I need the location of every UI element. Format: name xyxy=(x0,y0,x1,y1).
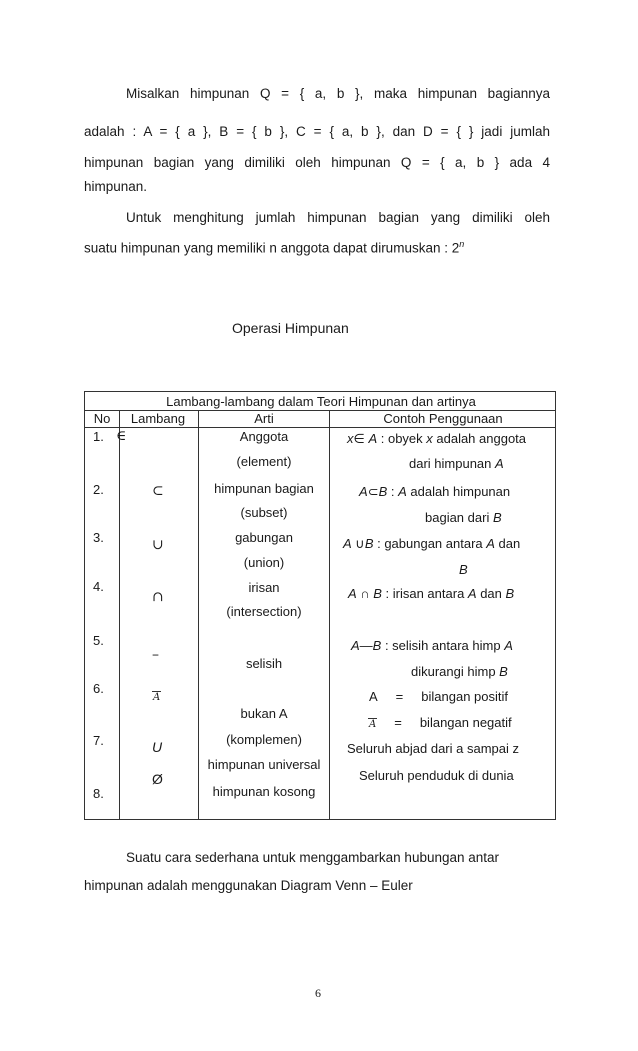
section-title: Operasi Himpunan xyxy=(232,320,349,336)
paragraph-3-line-2: himpunan adalah menggunakan Diagram Venn – Euler xyxy=(84,878,413,893)
example-intersection: A ∩ B : irisan antara A dan B xyxy=(348,586,515,601)
example-subset: A⊂B : A adalah himpunan xyxy=(359,484,511,499)
example-element: x∈ A : obyek x adalah anggota xyxy=(347,431,527,446)
empty-set-symbol: Ø xyxy=(152,771,163,787)
universal-set-symbol: U xyxy=(152,739,163,755)
formula-exponent: n xyxy=(459,239,465,249)
col-divider-2 xyxy=(198,411,199,819)
col-divider-1 xyxy=(119,411,120,819)
paragraph-2-line-2 xyxy=(84,239,464,256)
meaning-difference: selisih xyxy=(245,656,283,671)
meaning-intersection: irisan xyxy=(248,580,280,595)
meaning-element-en: (element) xyxy=(236,454,292,469)
meaning-subset-en: (subset) xyxy=(240,505,288,520)
header-divider xyxy=(85,427,555,428)
example-complement-positive: A = bilangan positif xyxy=(369,689,508,704)
meaning-empty: himpunan kosong xyxy=(212,784,316,799)
header-symbol: Lambang xyxy=(130,411,186,426)
row-number-5: 5. xyxy=(93,633,104,648)
meaning-intersection-en: (intersection) xyxy=(226,604,302,619)
table-caption: Lambang-lambang dalam Teori Himpunan dan artinya xyxy=(166,394,476,409)
paragraph-2-line-1: Untuk menghitung jumlah himpunan bagian yang dimiliki oleh xyxy=(126,210,550,225)
example-complement-negative: A = bilangan negatif xyxy=(369,715,512,730)
symbol-table xyxy=(84,391,556,820)
example-union: A ∪B : gabungan antara A dan xyxy=(343,536,521,551)
row-number-6: 6. xyxy=(93,681,104,696)
subset-symbol: ⊂ xyxy=(152,483,164,499)
paragraph-3-line-1: Suatu cara sederhana untuk menggambarkan hubungan antar xyxy=(126,850,500,865)
example-union-2: B xyxy=(459,562,468,577)
header-no: No xyxy=(93,411,111,426)
paragraph-1-line-2: adalah : A = { a }, B = { b }, C = { a, b }, dan D = { } jadi jumlah xyxy=(84,124,550,139)
example-subset-2: bagian dari B xyxy=(425,510,502,525)
formula-text: suatu himpunan yang memiliki n anggota dapat dirumuskan : 2 xyxy=(84,240,460,256)
intersection-symbol: ∩ xyxy=(152,589,164,605)
row-number-8: 8. xyxy=(93,786,104,801)
example-empty: Seluruh penduduk di dunia xyxy=(359,768,514,783)
example-universal: Seluruh abjad dari a sampai z xyxy=(347,741,519,756)
example-difference-2: dikurangi himp B xyxy=(411,664,508,679)
header-example: Contoh Penggunaan xyxy=(383,411,503,426)
row-number-2: 2. xyxy=(93,482,104,497)
col-divider-3 xyxy=(329,411,330,819)
paragraph-1-line-1: Misalkan himpunan Q = { a, b }, maka himpunan bagiannya xyxy=(126,86,550,101)
paragraph-1-line-4: himpunan. xyxy=(84,179,148,194)
complement-symbol: A xyxy=(153,692,161,703)
example-element-2: dari himpunan A xyxy=(409,456,504,471)
meaning-complement-en: (komplemen) xyxy=(226,732,302,747)
header-meaning: Arti xyxy=(254,411,274,426)
row-number-7: 7. xyxy=(93,733,104,748)
meaning-union: gabungan xyxy=(235,530,293,545)
page-number: 6 xyxy=(315,986,321,1000)
example-difference: A—B : selisih antara himp A xyxy=(351,638,513,653)
row-number-1: 1. xyxy=(93,429,104,444)
row-number-3: 3. xyxy=(93,530,104,545)
meaning-subset: himpunan bagian xyxy=(214,481,314,496)
row-number-4: 4. xyxy=(93,579,104,594)
meaning-union-en: (union) xyxy=(243,555,285,570)
difference-symbol: – xyxy=(152,647,159,663)
element-of-symbol: ∈ xyxy=(116,428,127,444)
union-symbol: ∪ xyxy=(152,537,164,553)
meaning-element: Anggota xyxy=(239,429,289,444)
meaning-universal: himpunan universal xyxy=(207,757,321,772)
meaning-complement: bukan A xyxy=(240,706,288,721)
paragraph-1-line-3: himpunan bagian yang dimiliki oleh himpunan Q = { a, b } ada 4 xyxy=(84,155,550,170)
